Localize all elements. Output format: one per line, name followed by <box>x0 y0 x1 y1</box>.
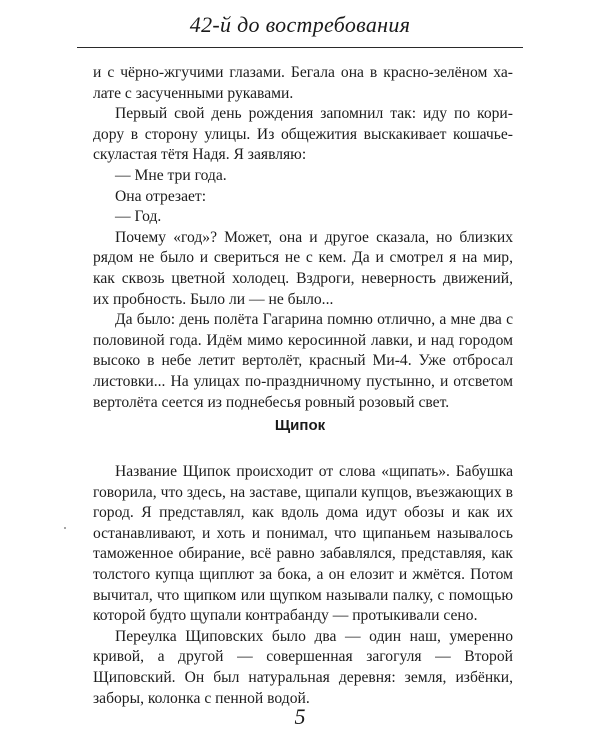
dialogue-line: — Год. <box>115 208 162 226</box>
paragraph: Да было: день полёта Гагарина помню отлично, а мне два с половиной года. Идём мимо керосинной лавки, и над городом высоко в небе летит вертолёт, красный Ми-4. Уже отбросал листовки... На улицах по-праздничному пустынно, и отсветом вертолёта сеется из поднебесья ровный розовый свет. <box>93 311 513 411</box>
paragraph: Она отрезает: <box>115 187 207 205</box>
second-section-text <box>93 462 513 709</box>
header-rule <box>77 47 523 48</box>
paragraph: Название Щипок происходит от слова «щипать». Бабушка говорила, что здесь, на заставе, щипали купцов, въезжающих в город. Я представлял, как вдоль дома идут обозы и как их останавливают, и хоть и понимал, что щипаньем называлось таможенное обирание, всё равно забавлялся, представляя, как толстого купца щиплют за бока, а он елозит и жмётся. Потом вычитал, что щипком или щупком называли палку, с помощью которой будто щупали контрабанду — протыкивали сено. <box>93 463 513 625</box>
dialogue-line: — Мне три года. <box>115 166 227 184</box>
print-speck <box>64 527 66 529</box>
page-number: 5 <box>294 704 306 729</box>
paragraph: Переулка Щиповских было два — один наш, умеренно кривой, а другой — совершенная загогуля — Второй Щиповский. Он был натуральная деревня: земля, избёнки, заборы, колонка с пенной водой. <box>93 627 513 707</box>
paragraph: и с чёрно-жгучими глазами. Бегала она в красно-зелёном халате с засученными рукавами. <box>93 64 513 102</box>
running-head-title: 42-й до востребования <box>189 12 411 37</box>
paragraph: Первый свой день рождения запомнил так: иду по коридору в сторону улицы. Из общежития выскакивает кошачьескуластая тётя Надя. Я заявляю: <box>93 105 513 164</box>
section-heading: Щипок <box>274 417 326 434</box>
paragraph: Почему «год»? Может, она и другое сказала, но близких рядом не было и свериться не с кем. Да и смотрел я на мир, как сквозь цветной холодец. Вздроги, неверность движений, их пробность. Было ли — не было... <box>93 228 513 308</box>
first-section-text <box>93 63 513 413</box>
